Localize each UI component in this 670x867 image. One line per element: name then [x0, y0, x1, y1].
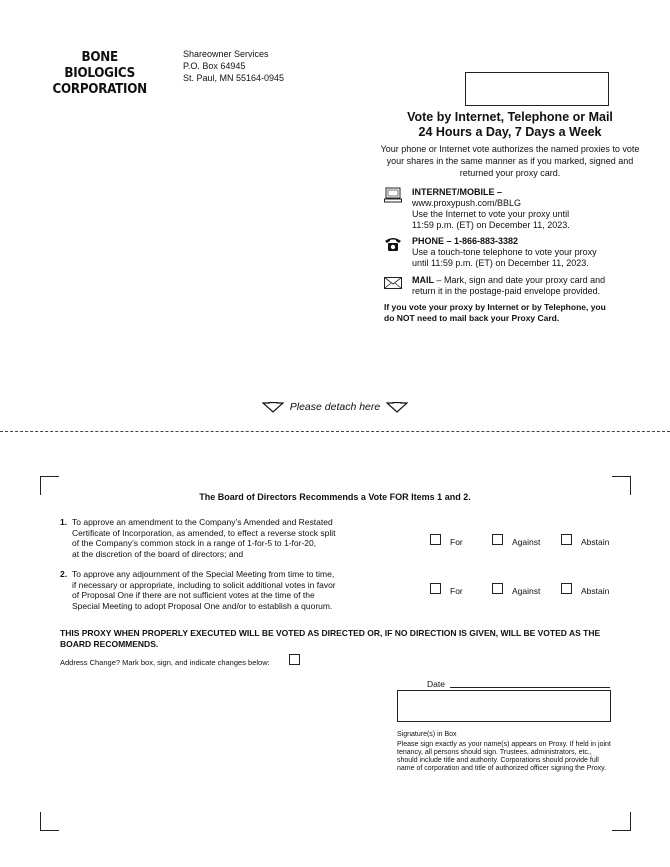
proposal-1-against-checkbox[interactable] [492, 534, 503, 545]
option-for-label: For [450, 537, 463, 547]
proposal-line: Certificate of Incorporation, as amended, to effect a reverse stock split [72, 527, 336, 538]
mail-method [384, 275, 636, 299]
proposal-2 [60, 569, 380, 613]
control-number-box [465, 72, 609, 106]
vote-title-line1: Vote by Internet, Telephone or Mail [407, 110, 613, 124]
address-line2: P.O. Box 64945 [183, 61, 246, 71]
phone-text2: until 11:59 p.m. (ET) on December 11, 2023. [412, 258, 589, 268]
proposal-2-for-checkbox[interactable] [430, 583, 441, 594]
detach-line [0, 431, 670, 432]
board-recommendation: The Board of Directors Recommends a Vote FOR Items 1 and 2. [199, 492, 471, 502]
proposal-number: 2. [60, 569, 68, 579]
proposal-1-for-checkbox[interactable] [430, 534, 441, 545]
telephone-icon [384, 236, 402, 252]
proposal-1 [60, 517, 380, 561]
company-name-line2: CORPORATION [52, 82, 147, 97]
proposal-number: 1. [60, 517, 68, 527]
date-label: Date [427, 679, 445, 689]
proposal-1-abstain-checkbox[interactable] [561, 534, 572, 545]
mail-head: MAIL [412, 275, 434, 285]
proposal-line: at the discretion of the board of directors; and [72, 548, 244, 559]
proposal-line: of Proposal One if there are not sufficient votes at the time of the [72, 590, 315, 600]
date-field[interactable] [450, 687, 610, 688]
signature-instructions: Please sign exactly as your name(s) appears on Proxy. If held in joint tenancy, all persons should sign. Trustees, administrators, etc., should include title and authority. Corporations should provide full name of corporation and title of authorized officer signing the Proxy. [397, 741, 611, 772]
address-change-checkbox[interactable] [289, 654, 300, 665]
option-against-label: Against [512, 586, 541, 596]
proposal-2-abstain-checkbox[interactable] [561, 583, 572, 594]
address-change-label: Address Change? Mark box, sign, and indicate changes below: [60, 658, 270, 667]
phone-head: PHONE – 1-866-883-3382 [412, 236, 519, 246]
proxy-statement: THIS PROXY WHEN PROPERLY EXECUTED WILL BE VOTED AS DIRECTED OR, IF NO DIRECTION IS GIVEN, WILL BE VOTED AS THE BOARD RECOMMENDS. [60, 628, 601, 649]
company-name-line1: BONE BIOLOGICS [64, 50, 135, 81]
proposal-line: To approve any adjournment of the Special Meeting from time to time, [72, 569, 335, 579]
mail-text1: – Mark, sign and date your proxy card and [434, 275, 606, 285]
vote-title [380, 110, 640, 140]
proposal-line: To approve an amendment to the Company’s Amended and Restated [72, 517, 333, 527]
crop-mark-top-right [612, 476, 631, 495]
crop-mark-top-left [40, 476, 59, 495]
detach-label: Please detach here [289, 401, 381, 413]
company-name [50, 50, 149, 98]
internet-url[interactable]: www.proxypush.com/BBLG [412, 198, 522, 208]
down-arrow-icon [262, 402, 284, 413]
proposal-line: of the Company’s common stock in a range of 1-for-5 to 1-for-20, [72, 538, 317, 548]
internet-text1: Use the Internet to vote your proxy until [412, 209, 570, 219]
crop-mark-bottom-right [612, 812, 631, 831]
option-abstain-label: Abstain [581, 586, 610, 596]
phone-method [384, 236, 636, 270]
proposal-2-against-checkbox[interactable] [492, 583, 503, 594]
phone-text1: Use a touch-tone telephone to vote your proxy [412, 247, 597, 257]
internet-phone-note [384, 302, 636, 324]
option-against-label: Against [512, 537, 541, 547]
address-line1: Shareowner Services [183, 49, 269, 59]
proposal-line: if necessary or appropriate, including to solicit additional votes in favor [72, 579, 336, 590]
return-address [183, 48, 284, 84]
down-arrow-icon [386, 402, 408, 413]
signature-label: Signature(s) in Box [397, 731, 457, 738]
internet-head: INTERNET/MOBILE – [412, 187, 503, 197]
option-abstain-label: Abstain [581, 537, 610, 547]
envelope-icon [384, 275, 402, 291]
vote-title-line2: 24 Hours a Day, 7 Days a Week [418, 125, 602, 139]
note-line1: If you vote your proxy by Internet or by Telephone, you [384, 302, 606, 312]
address-line3: St. Paul, MN 55164-0945 [183, 73, 285, 83]
vote-intro: Your phone or Internet vote authorizes the named proxies to vote your shares in the same manner as if you marked, signed and returned your proxy card. [380, 144, 640, 178]
signature-box[interactable] [397, 690, 611, 722]
mail-text2: return it in the postage-paid envelope provided. [412, 286, 601, 296]
internet-method [384, 187, 636, 235]
crop-mark-bottom-left [40, 812, 59, 831]
detach-instruction [255, 401, 415, 413]
option-for-label: For [450, 586, 463, 596]
internet-text2: 11:59 p.m. (ET) on December 11, 2023. [412, 220, 570, 230]
computer-icon [384, 187, 402, 203]
proposal-line: Special Meeting to adopt Proposal One and/or to establish a quorum. [72, 600, 333, 611]
note-line2: do NOT need to mail back your Proxy Card. [384, 313, 560, 323]
